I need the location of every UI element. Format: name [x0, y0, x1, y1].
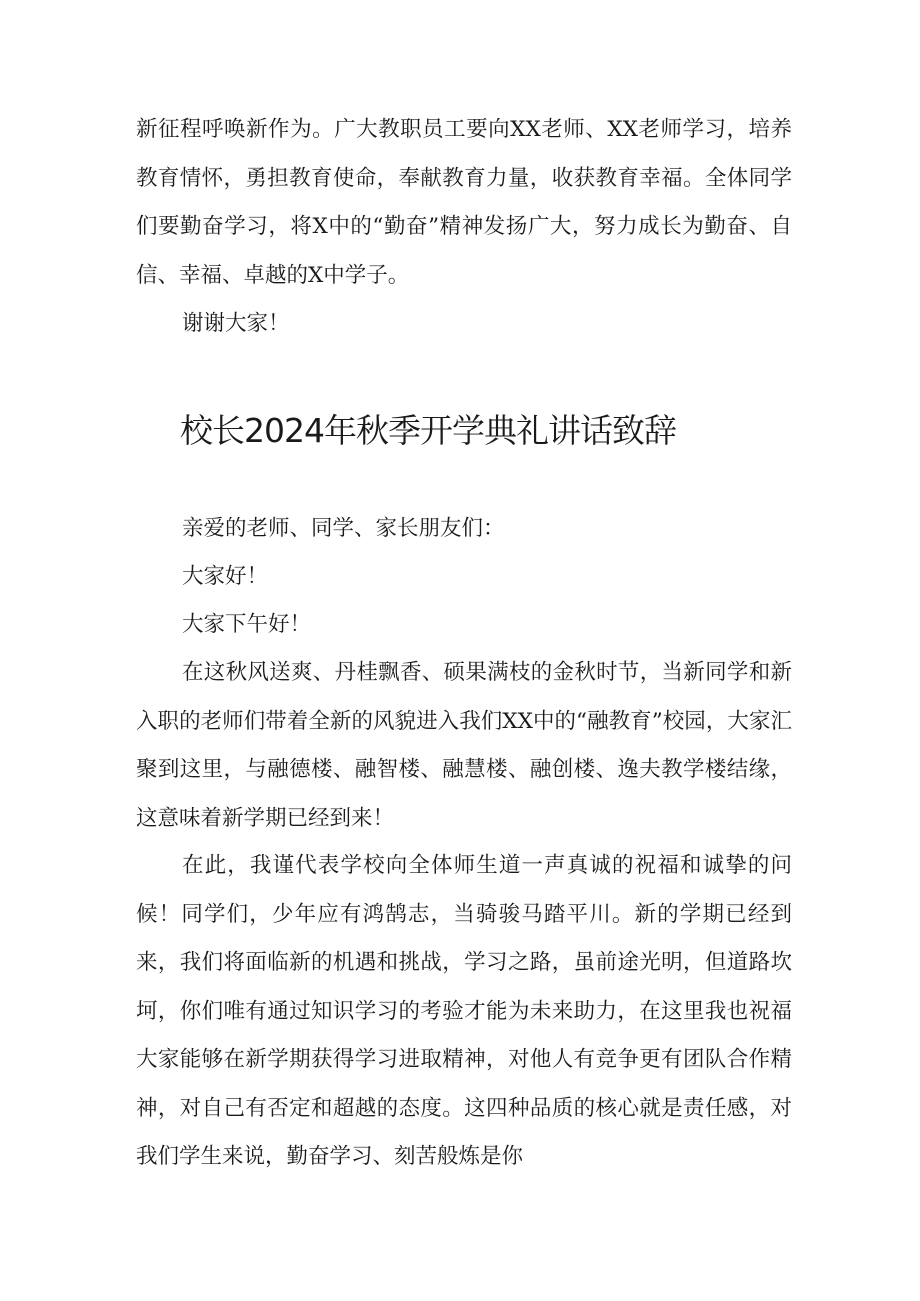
body-paragraph-2: 在此，我谨代表学校向全体师生道一声真诚的祝福和诚挚的问候！同学们，少年应有鸿鹄志，当骑骏马踏平川。新的学期已经到来，我们将面临新的机遇和挑战，学习之路，虽前途光明，但道路坎坷，你们唯有通过知识学习的考验才能为未来助力，在这里我也祝福大家能够在新学期获得学习进取精神，对他人有竞争更有团队合作精神，对自己有否定和超越的态度。这四种品质的核心就是责任感，对我们学生来说，勤奋学习、刻苦般炼是你: [136, 853, 792, 1169]
speech-title: 校长2024年秋季开学典礼讲话致辞: [180, 411, 676, 450]
hello-line-2: 大家下午好！: [182, 612, 312, 637]
thanks-line: 谢谢大家！: [182, 311, 290, 336]
greeting-line: 亲爱的老师、同学、家长朋友们：: [182, 516, 505, 541]
top-paragraph: 新征程呼唤新作为。广大教职员工要向XX老师、XX老师学习，培养教育情怀，勇担教育使命，奉献教育力量，收获教育幸福。全体同学们要勤奋学习，将X中的“勤奋”精神发扬广大，努力成长为勤奋、自信、幸福、卓越的X中学子。: [136, 117, 792, 288]
hello-line-1: 大家好！: [182, 564, 269, 589]
body-paragraph-1: 在这秋风送爽、丹桂飘香、硕果满枝的金秋时节，当新同学和新入职的老师们带着全新的风貌进入我们XX中的“融教育”校园，大家汇聚到这里，与融德楼、融智楼、融慧楼、融创楼、逸夫教学楼结缘，这意味着新学期已经到来！: [136, 660, 792, 831]
